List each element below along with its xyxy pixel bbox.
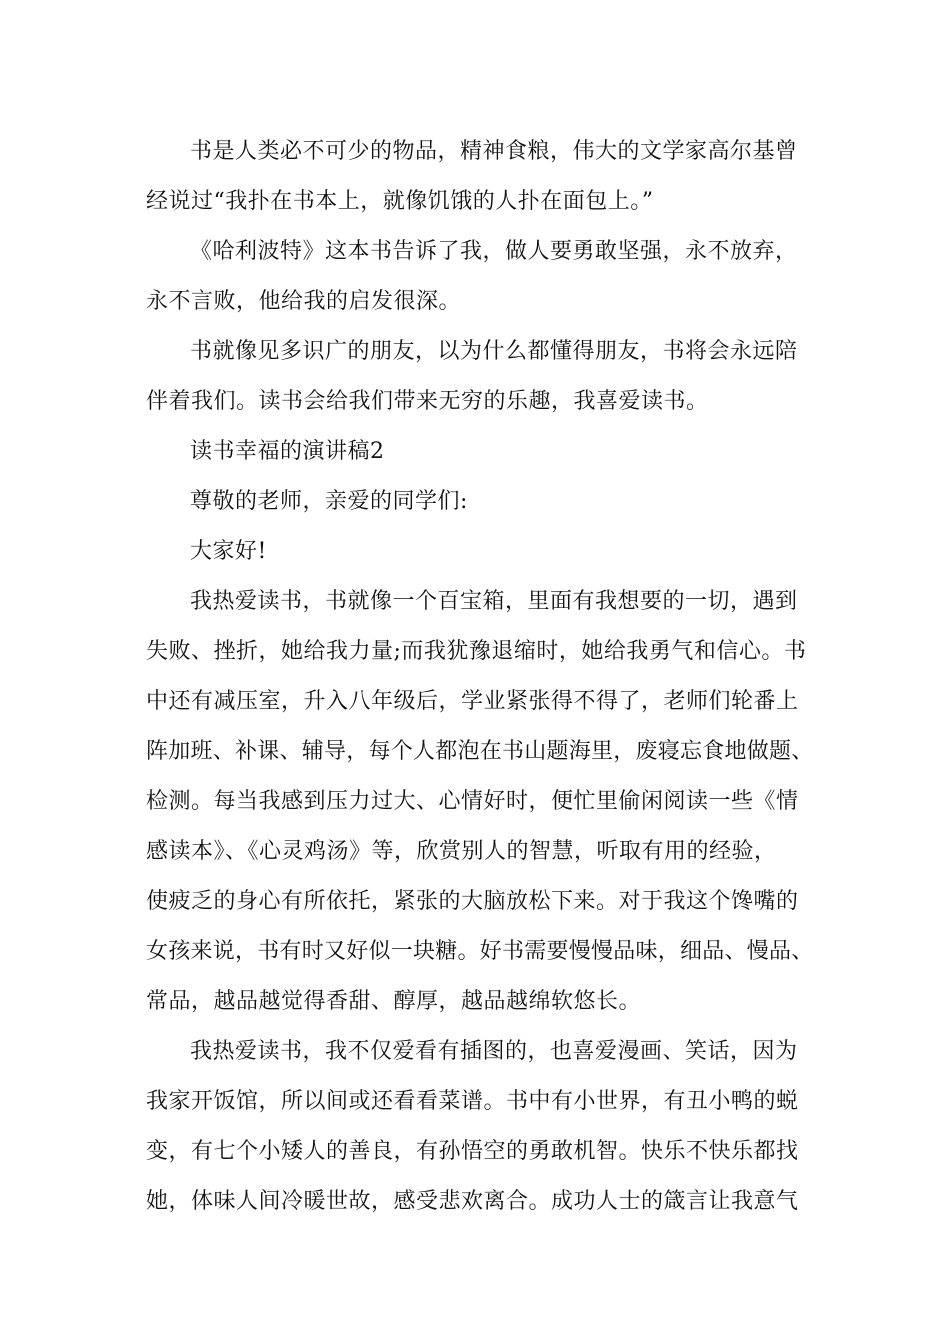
text-line: 伴着我们。读书会给我们带来无穷的乐趣，我喜爱读书。 [146, 389, 709, 414]
text-line: 书是人类必不可少的物品，精神食粮，伟大的文学家高尔基曾 [190, 139, 798, 164]
text-line: 我热爱读书，书就像一个百宝箱，里面有我想要的一切，遇到 [190, 589, 798, 614]
text-line: 失败、挫折，她给我力量;而我犹豫退缩时，她给我勇气和信心。书 [146, 639, 807, 664]
text-line: 读书幸福的演讲稿2 [190, 439, 385, 464]
text-line: 我热爱读书，我不仅爱看有插图的，也喜爱漫画、笑话，因为 [190, 1039, 798, 1064]
text-line: 书就像见多识广的朋友，以为什么都懂得朋友，书将会永远陪 [190, 339, 798, 364]
text-line: 她，体味人间冷暖世故，感受悲欢离合。成功人士的箴言让我意气 [146, 1189, 799, 1214]
text-line: 女孩来说，书有时又好似一块糖。好书需要慢慢品味，细品、慢品、 [146, 939, 814, 964]
text-line: 永不言败，他给我的启发很深。 [146, 289, 462, 314]
text-line: 中还有减压室，升入八年级后，学业紧张得不得了，老师们轮番上 [146, 689, 799, 714]
text-line: 经说过“我扑在书本上，就像饥饿的人扑在面包上。” [146, 189, 654, 214]
text-line: 尊敬的老师，亲爱的同学们: [190, 489, 468, 514]
text-line: 感读本》、《心灵鸡汤》等，欣赏别人的智慧，听取有用的经验， [146, 839, 777, 864]
text-line: 我家开饭馆，所以间或还看看菜谱。书中有小世界，有丑小鸭的蜕 [146, 1089, 799, 1114]
text-line: 阵加班、补课、辅导，每个人都泡在书山题海里，废寝忘食地做题、 [146, 739, 814, 764]
text-line: 《哈利波特》这本书告诉了我，做人要勇敢坚强，永不放弃， [190, 239, 798, 264]
text-line: 使疲乏的身心有所依托，紧张的大脑放松下来。对于我这个馋嘴的 [146, 889, 799, 914]
text-line: 检测。每当我感到压力过大、心情好时，便忙里偷闲阅读一些《情 [146, 789, 799, 814]
text-line: 变，有七个小矮人的善良，有孙悟空的勇敢机智。快乐不快乐都找 [146, 1139, 799, 1164]
text-line: 大家好! [190, 539, 267, 564]
text-line: 常品，越品越觉得香甜、醇厚，越品越绵软悠长。 [146, 989, 642, 1014]
document-body [146, 127, 818, 1227]
